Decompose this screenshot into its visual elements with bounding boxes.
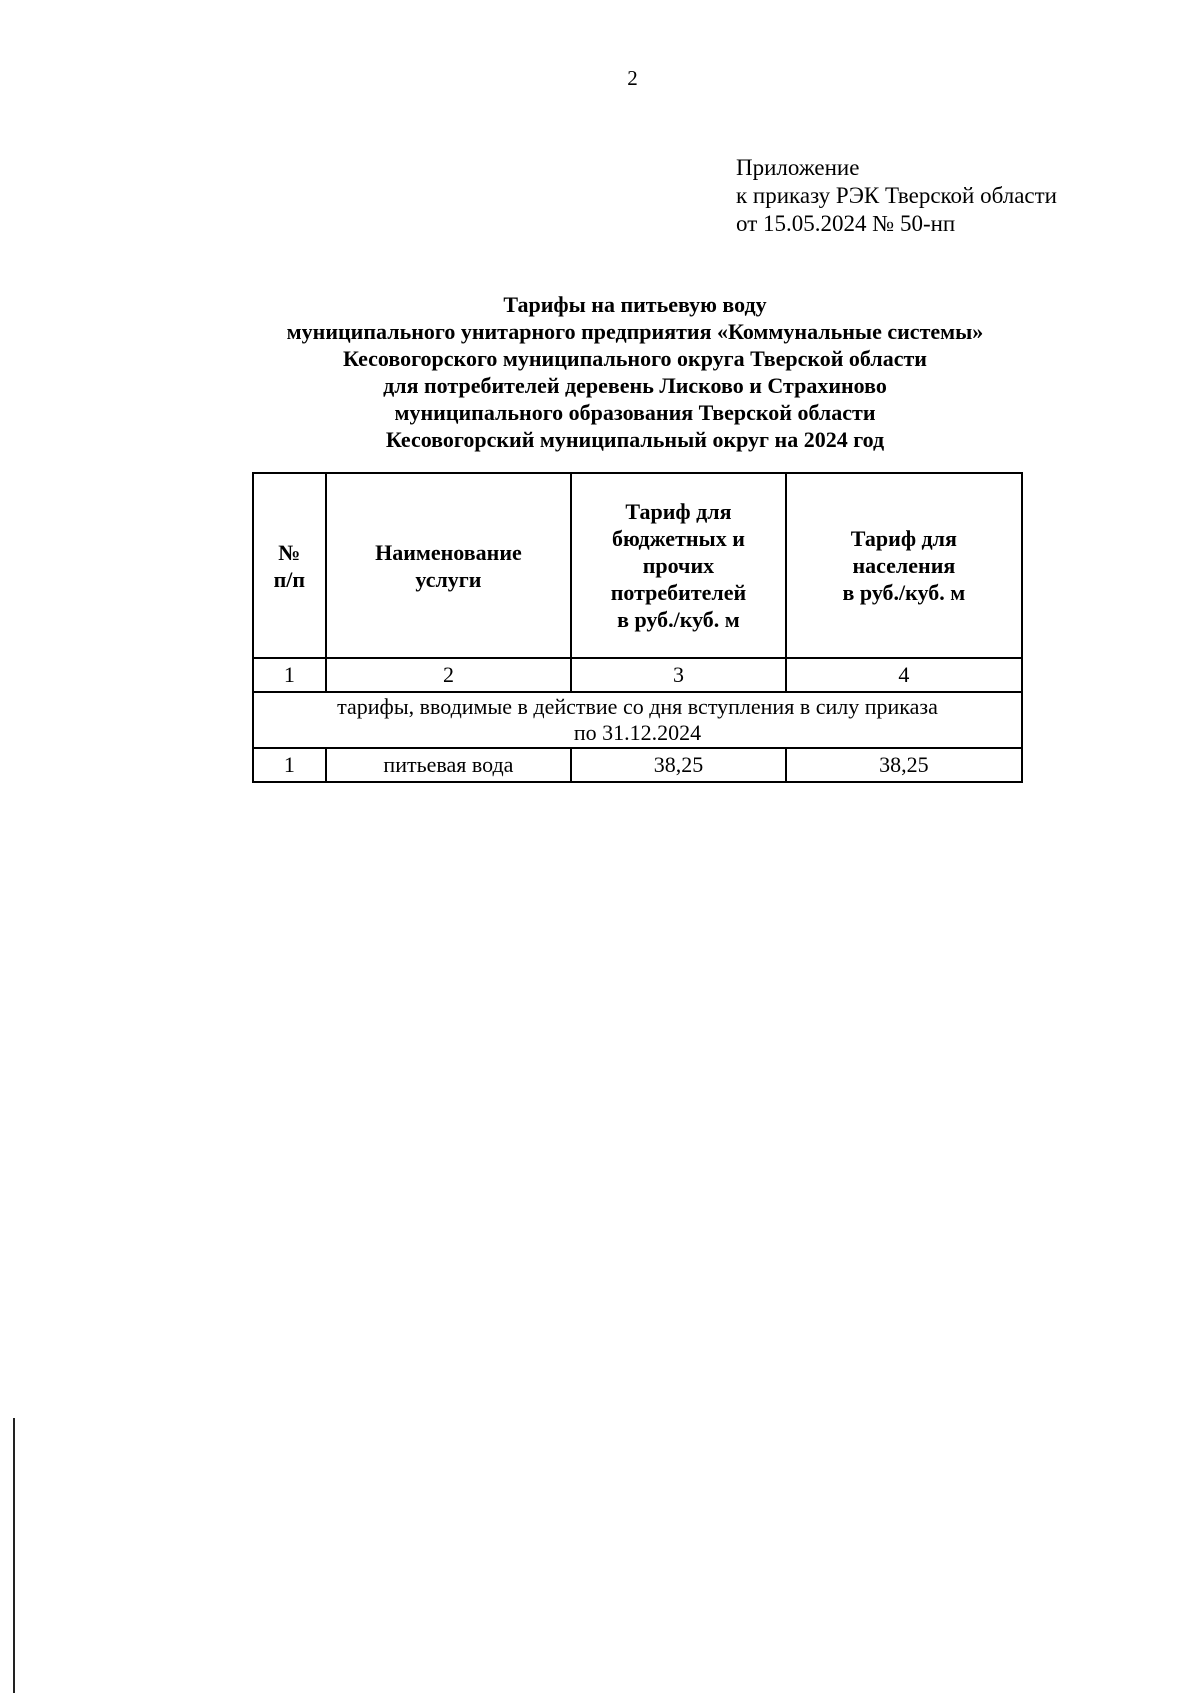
title-line-3: Кесовогорского муниципального округа Тверской области	[343, 346, 927, 371]
tariff-table	[252, 472, 1023, 783]
table-header-row	[253, 473, 1022, 658]
column-number: 4	[786, 658, 1022, 692]
row-tariff-population: 38,25	[786, 748, 1022, 782]
section-caption: тарифы, вводимые в действие со дня вступления в силу приказа по 31.12.2024	[253, 692, 1022, 748]
table-row	[253, 748, 1022, 782]
header-tariff-budget: Тариф для бюджетных и прочих потребителей в руб./куб. м	[571, 473, 786, 658]
column-number-row	[253, 658, 1022, 692]
column-number: 1	[253, 658, 326, 692]
page-number: 2	[627, 66, 638, 90]
column-number: 3	[571, 658, 786, 692]
row-service: питьевая вода	[326, 748, 571, 782]
appendix-line-3: от 15.05.2024 № 50-нп	[736, 211, 956, 236]
header-service-name: Наименование услуги	[326, 473, 571, 658]
title-line-5: муниципального образования Тверской области	[394, 400, 876, 425]
row-tariff-budget: 38,25	[571, 748, 786, 782]
scan-edge-line	[13, 1418, 15, 1693]
document-title	[240, 291, 1030, 453]
title-line-6: Кесовогорский муниципальный округ на 2024 год	[385, 427, 885, 452]
section-row	[253, 692, 1022, 748]
header-tariff-population: Тариф для населения в руб./куб. м	[786, 473, 1022, 658]
title-line-4: для потребителей деревень Лисково и Страхиново	[383, 373, 887, 398]
appendix-block	[736, 154, 1057, 238]
title-line-2: муниципального унитарного предприятия «Коммунальные системы»	[286, 319, 984, 344]
column-number: 2	[326, 658, 571, 692]
title-line-1: Тарифы на питьевую воду	[503, 292, 767, 317]
header-number: № п/п	[253, 473, 326, 658]
row-number: 1	[253, 748, 326, 782]
appendix-line-2: к приказу РЭК Тверской области	[736, 183, 1057, 208]
appendix-line-1: Приложение	[736, 155, 860, 180]
